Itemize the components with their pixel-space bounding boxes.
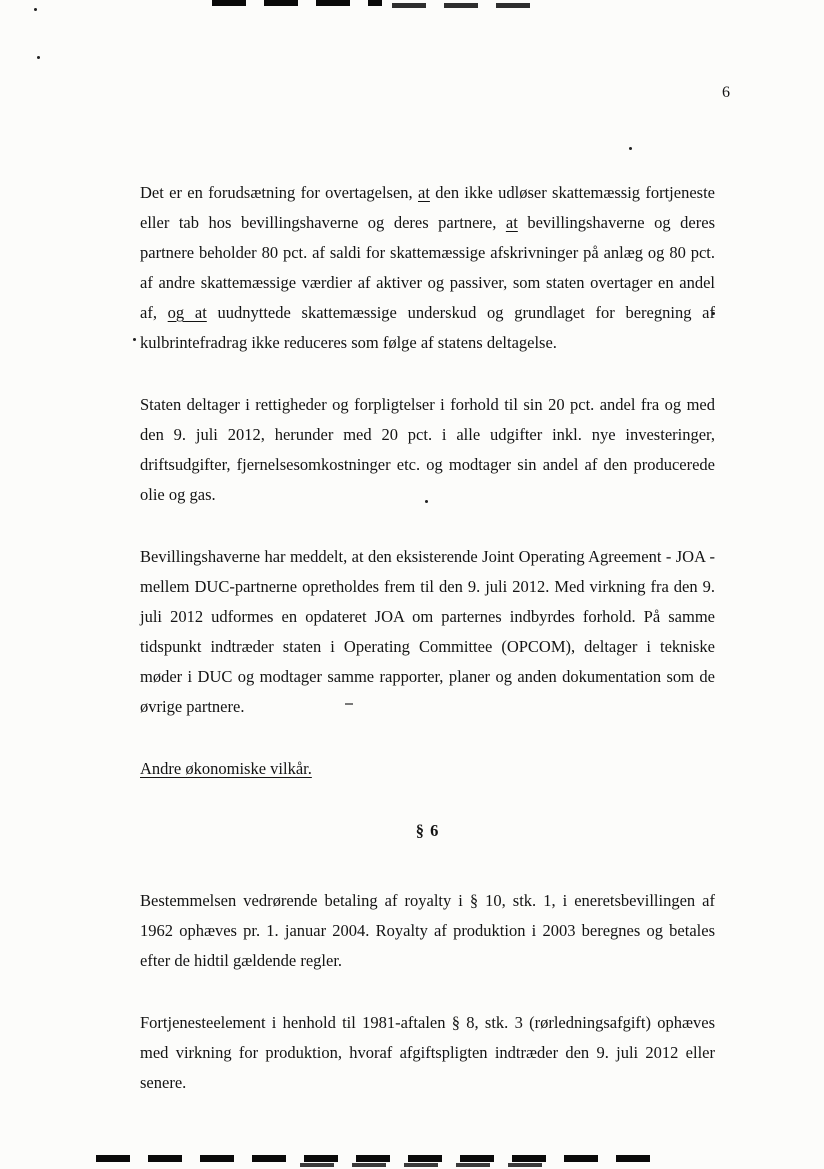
paragraph-conditions — [140, 178, 715, 358]
underlined-text: Andre økonomiske vilkår. — [140, 759, 312, 778]
paragraph-joa: Bevillingshaverne har meddelt, at den eksisterende Joint Operating Agreement - JOA - mellem DUC-partnerne opretholdes frem til den 9. juli 2012. Med virkning fra den 9. juli 2012 udformes en opdateret JOA om parternes indbyrdes forhold. På samme tidspunkt indtræder staten i Operating Committee (OPCOM), deltager i tekniske møder i DUC og modtager samme rapporter, planer og anden dokumentation som de øvrige partnere. — [140, 547, 715, 716]
scan-speck — [133, 338, 136, 341]
underlined-text: at — [505, 213, 518, 232]
scan-artifact-bottom — [300, 1163, 560, 1167]
scan-speck — [629, 147, 632, 150]
scan-artifact-top — [392, 3, 542, 8]
page-number: 6 — [722, 84, 731, 101]
scan-speck — [34, 8, 37, 11]
text-segment: Det er en forudsætning for overtagelsen, — [140, 183, 418, 202]
underlined-text: og at — [167, 303, 207, 322]
scan-artifact-bottom — [96, 1155, 656, 1162]
underlined-text: at — [418, 183, 430, 202]
scan-speck — [37, 56, 40, 59]
paragraph-royalty: Bestemmelsen vedrørende betaling af royalty i § 10, stk. 1, i eneretsbevillingen af 1962 ophæves pr. 1. januar 2004. Royalty af produktion i 2003 beregnes og betales efter de hidtil gældende regler. — [140, 891, 715, 970]
paragraph-pipeline-fee: Fortjenesteelement i henhold til 1981-aftalen § 8, stk. 3 (rørledningsafgift) ophæves med virkning for produktion, hvoraf afgiftspligten indtræder den 9. juli 2012 eller senere. — [140, 1013, 715, 1092]
text-segment: uudnyttede skattemæssige underskud og grundlaget for beregning af kulbrintefradrag ikke reduceres som følge af statens deltagelse. — [140, 303, 715, 352]
scan-artifact-top — [212, 0, 382, 6]
paragraph-state-participation: Staten deltager i rettigheder og forpligtelser i forhold til sin 20 pct. andel fra og med den 9. juli 2012, herunder med 20 pct. i alle udgifter inkl. nye investeringer, driftsudgifter, fjernelsesomkostninger etc. og modtager sin andel af den producerede olie og gas. — [140, 395, 715, 504]
document-body — [140, 178, 715, 1130]
subheading-other-economic-terms — [140, 754, 715, 784]
text-segment: bevillingshaverne og deres partnere beholder 80 pct. af saldi for skattemæssige afskrivninger på anlæg og 80 pct. af andre skattemæssige værdier af aktiver og passiver, som staten overtager en andel af, — [140, 213, 715, 322]
section-heading-paragraph-6: § 6 — [415, 821, 440, 840]
text-segment: den ikke udløser skattemæssig fortjeneste eller tab hos bevillingshaverne og deres partnere, — [140, 183, 715, 232]
